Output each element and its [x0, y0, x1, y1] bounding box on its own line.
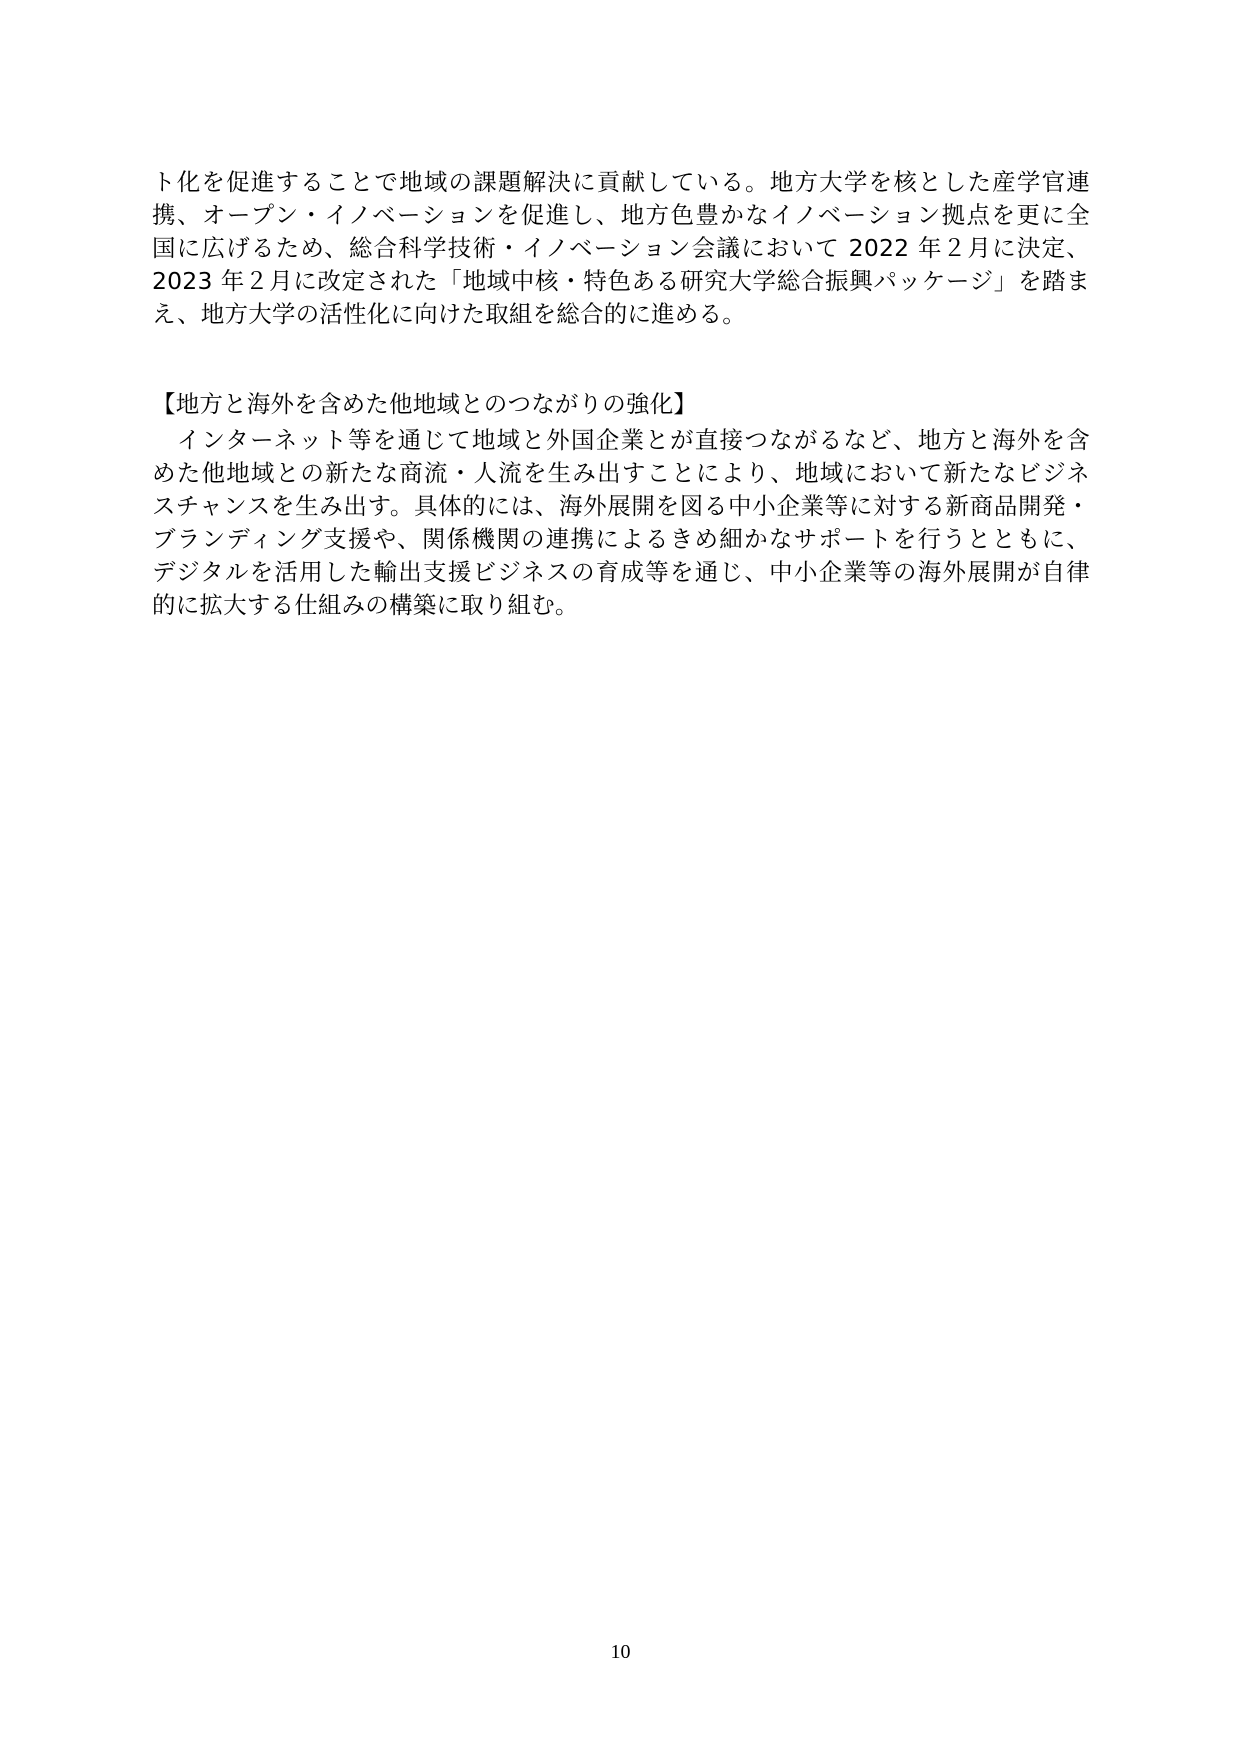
paragraph-line: 2023 年２月に改定された「地域中核・特色ある研究大学総合振興パッケージ」を踏ま — [152, 267, 1090, 295]
paragraph-line: え、地方大学の活性化に向けた取組を総合的に進める。 — [152, 300, 746, 328]
paragraph-overseas-connections — [152, 424, 1090, 622]
paragraph-line: 的に拡大する仕組みの構築に取り組む。 — [152, 591, 579, 619]
paragraph-line: 携、オープン・イノベーションを促進し、地方色豊かなイノベーション拠点を更に全 — [152, 201, 1090, 229]
paragraph-regional-universities — [152, 166, 1090, 331]
paragraph-line: デジタルを活用した輸出支援ビジネスの育成等を通じ、中小企業等の海外展開が自律 — [152, 558, 1090, 586]
paragraph-line: ブランディング支援や、関係機関の連携によるきめ細かなサポートを行うとともに、 — [152, 525, 1090, 553]
paragraph-line: ト化を促進することで地域の課題解決に貢献している。地方大学を核とした産学官連 — [152, 168, 1090, 196]
paragraph-line: インターネット等を通じて地域と外国企業とが直接つながるなど、地方と海外を含 — [152, 426, 1090, 454]
paragraph-line: 国に広げるため、総合科学技術・イノベーション会議において 2022 年２月に決定、 — [152, 234, 1090, 262]
page-number: 10 — [610, 1641, 631, 1663]
section-heading-overseas-connections — [152, 388, 1090, 421]
section-heading: 【地方と海外を含めた他地域とのつながりの強化】 — [152, 390, 698, 418]
paragraph-line: スチャンスを生み出す。具体的には、海外展開を図る中小企業等に対する新商品開発・ — [152, 492, 1090, 520]
paragraph-line: めた他地域との新たな商流・人流を生み出すことにより、地域において新たなビジネ — [152, 459, 1090, 487]
